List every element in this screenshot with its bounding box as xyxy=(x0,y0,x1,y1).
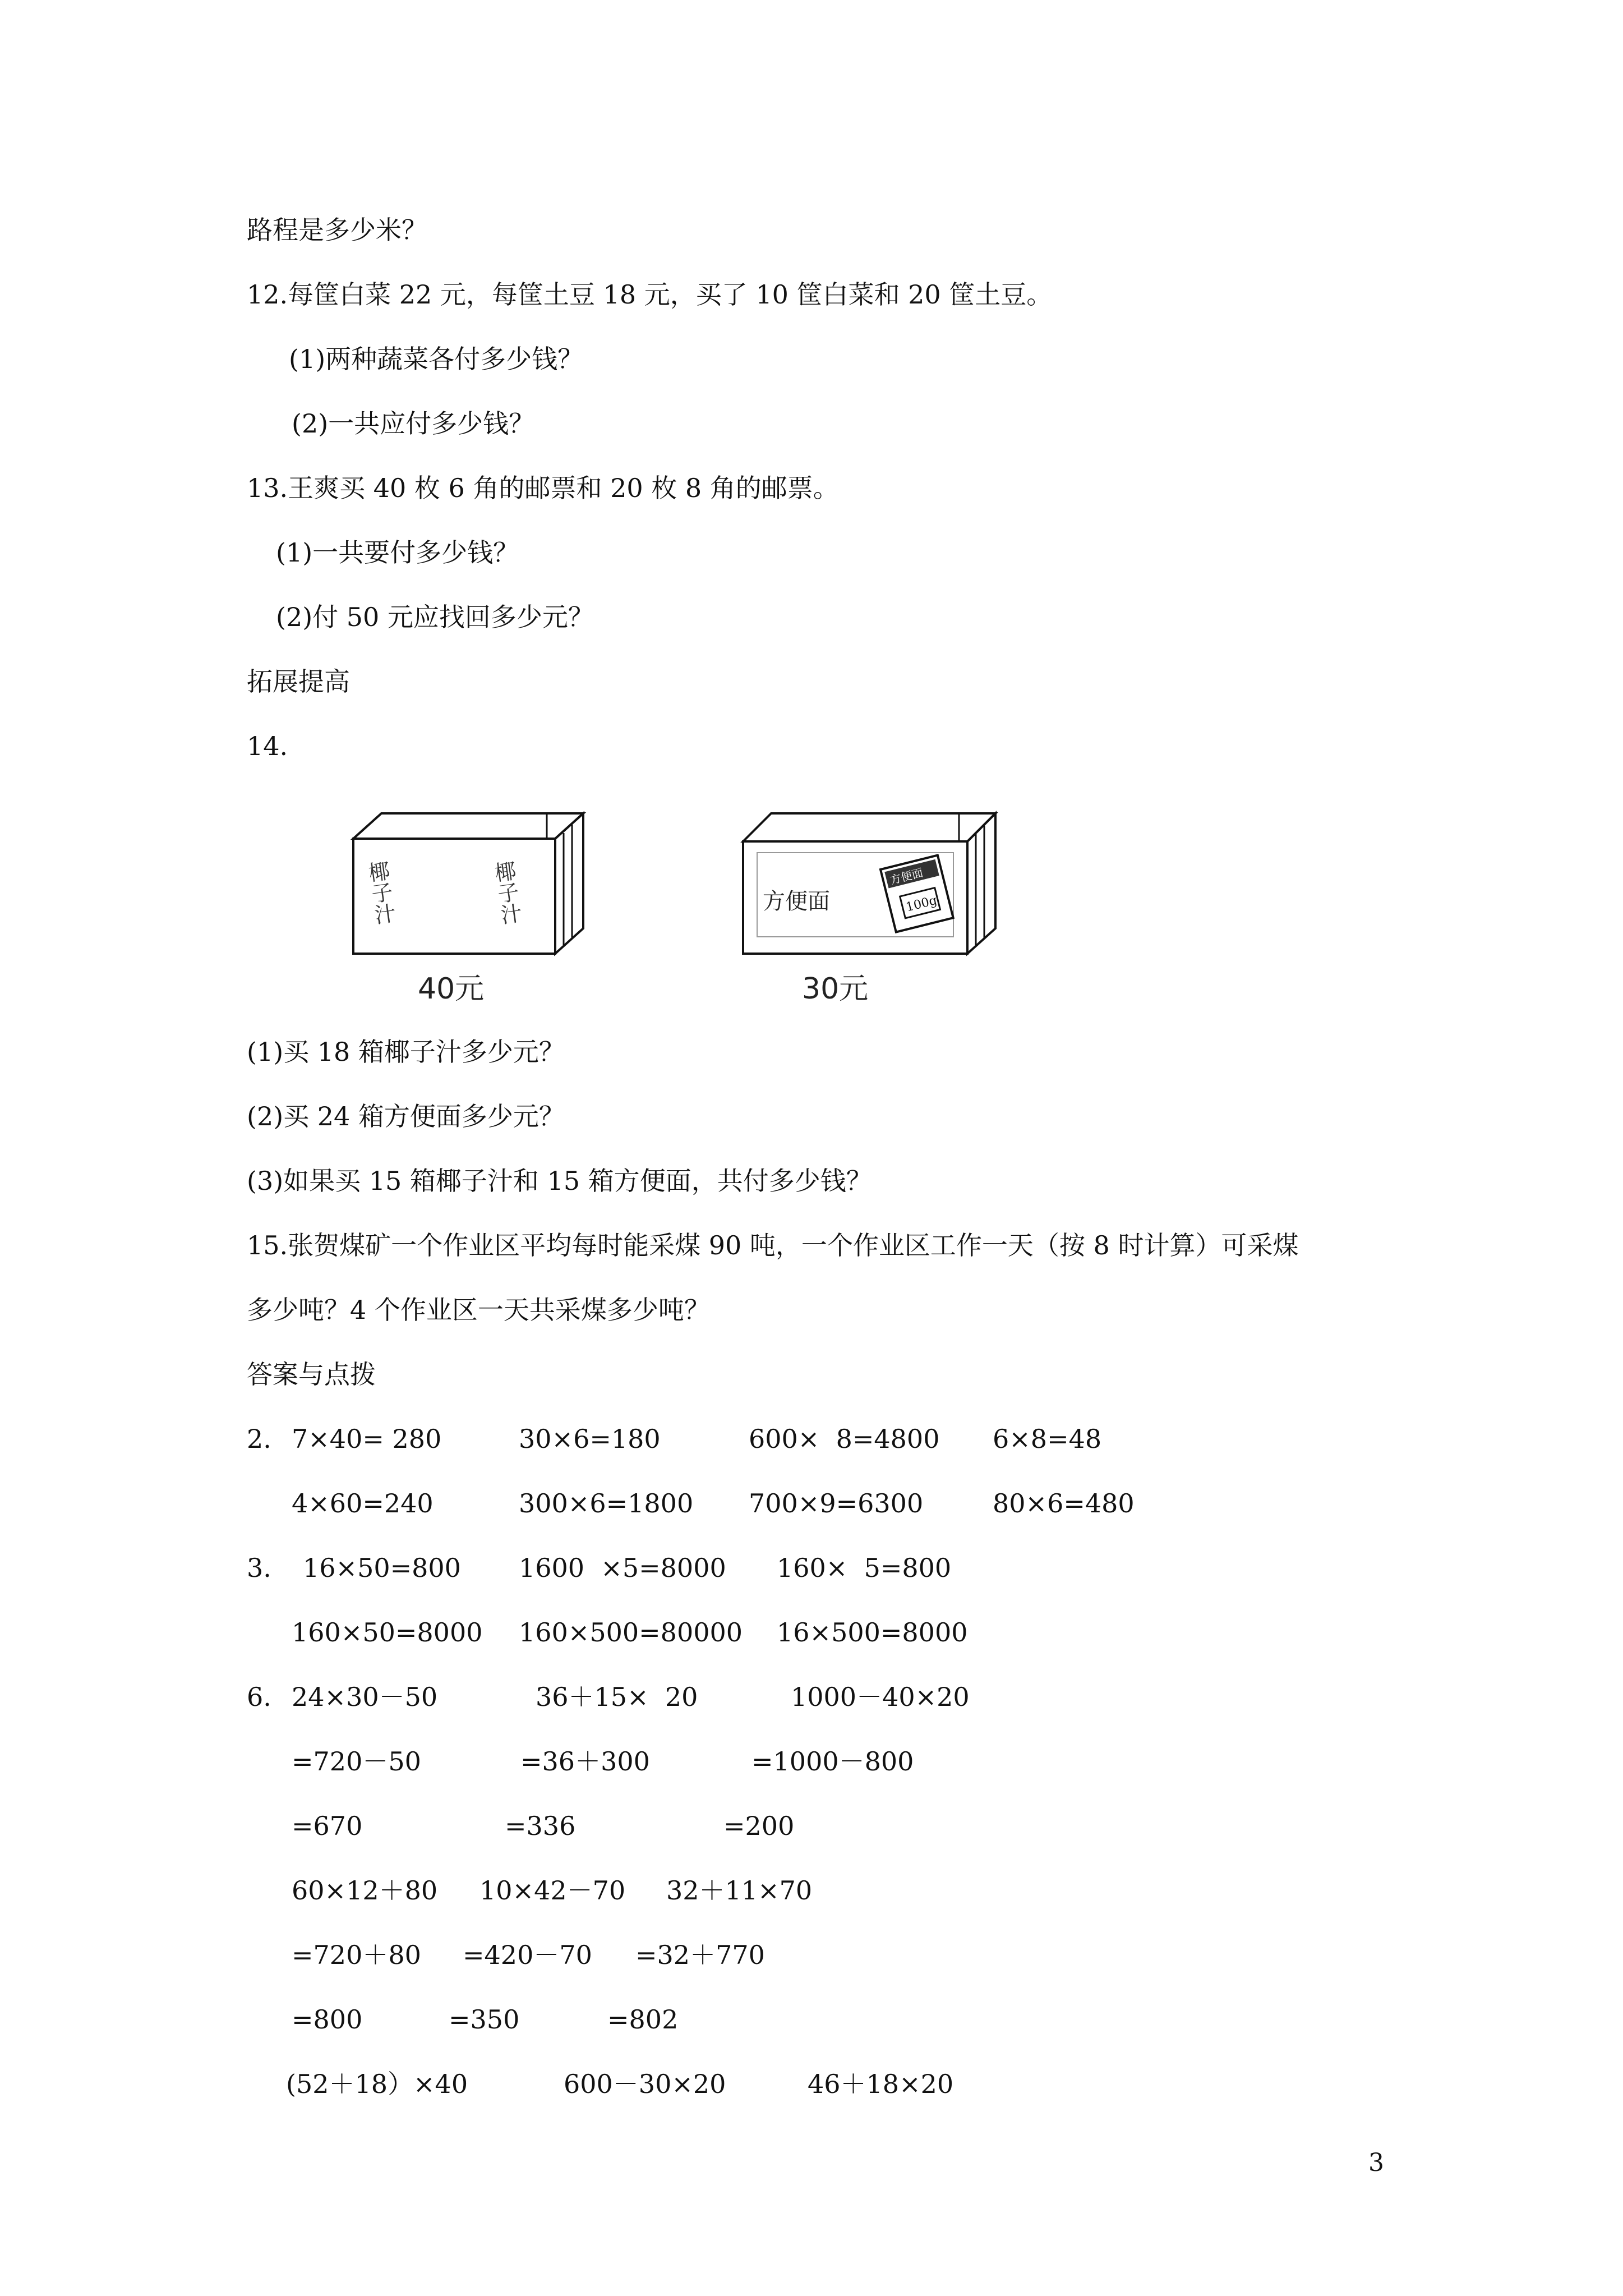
a2-cell: 6×8=48 xyxy=(993,1424,1102,1454)
page-number: 3 xyxy=(1368,2148,1384,2177)
a6-cell: 32＋11×70 xyxy=(666,1875,813,1906)
a6-cell: =1000－800 xyxy=(751,1746,914,1777)
q14-part2: (2)买 24 箱方便面多少元？ xyxy=(247,1101,565,1131)
a2-cell: 300×6=1800 xyxy=(519,1488,694,1519)
a6-cell: =350 xyxy=(449,2004,520,2035)
a2-cell: 7×40= 280 xyxy=(292,1424,442,1454)
q14-part3: (3)如果买 15 箱椰子汁和 15 箱方便面，共付多少钱？ xyxy=(247,1166,872,1196)
a3-cell: 160× 5=800 xyxy=(777,1553,952,1583)
a6-cell: 10×42－70 xyxy=(479,1875,626,1906)
q15-line1: 15.张贺煤矿一个作业区平均每时能采煤 90 吨，一个作业区工作一天（按 8 时计算）可采煤 xyxy=(247,1230,1299,1260)
answers-heading: 答案与点拨 xyxy=(247,1359,376,1389)
section-heading-extend: 拓展提高 xyxy=(247,666,350,697)
a6-cell: =36＋300 xyxy=(520,1746,650,1777)
box2-bag-text: 方便面 xyxy=(888,866,925,887)
box2-label: 方便面 xyxy=(763,889,830,914)
q12-stem: 12.每筐白菜 22 元，每筐土豆 18 元，买了 10 筐白菜和 20 筐土豆。 xyxy=(247,279,1053,310)
a3-cell: 160×500=80000 xyxy=(519,1617,743,1648)
a6-cell: =720＋80 xyxy=(292,1940,421,1970)
q11-tail: 路程是多少米？ xyxy=(247,215,427,245)
box1-label-left: 椰子汁 xyxy=(363,859,397,926)
a6-cell: =200 xyxy=(723,1811,795,1841)
a6-cell: =420－70 xyxy=(463,1940,592,1970)
q13-stem: 13.王爽买 40 枚 6 角的邮票和 20 枚 8 角的邮票。 xyxy=(247,473,839,503)
a6-cell: 24×30－50 xyxy=(292,1682,438,1712)
a2-cell: 600× 8=4800 xyxy=(749,1424,940,1454)
box1-label-right: 椰子汁 xyxy=(490,859,523,926)
a2-cell: 30×6=180 xyxy=(519,1424,661,1454)
a6-cell: =720－50 xyxy=(292,1746,421,1777)
a2-cell: 700×9=6300 xyxy=(749,1488,924,1519)
box1-price: 40元 xyxy=(418,972,485,1006)
a2-cell: 4×60=240 xyxy=(292,1488,434,1519)
a6-cell: 600－30×20 xyxy=(564,2069,726,2099)
a6-cell: =336 xyxy=(505,1811,576,1841)
q13-part1: (1)一共要付多少钱？ xyxy=(276,537,519,568)
a3-cell: 1600 ×5=8000 xyxy=(519,1553,726,1583)
box2-price: 30元 xyxy=(802,972,869,1006)
q14-part1: (1)买 18 箱椰子汁多少元？ xyxy=(247,1037,565,1067)
a6-cell: =32＋770 xyxy=(635,1940,765,1970)
q12-part1: (1)两种蔬菜各付多少钱？ xyxy=(289,344,584,374)
a6-cell: (52＋18）×40 xyxy=(286,2069,468,2099)
a6-cell: 36＋15× 20 xyxy=(536,1682,698,1712)
a6-cell: 46＋18×20 xyxy=(808,2069,954,2099)
q13-part2: (2)付 50 元应找回多少元？ xyxy=(276,602,594,632)
q12-part2: (2)一共应付多少钱？ xyxy=(292,408,535,439)
a2-cell: 80×6=480 xyxy=(993,1488,1135,1519)
a3-cell: 16×500=8000 xyxy=(777,1617,968,1648)
box2-bag-weight: 100g xyxy=(904,893,939,915)
a6-cell: =670 xyxy=(292,1811,363,1841)
a6-cell: 60×12＋80 xyxy=(292,1875,438,1906)
a3-number: 3. xyxy=(247,1553,271,1583)
noodle-bag-icon xyxy=(880,855,953,932)
a6-cell: 1000－40×20 xyxy=(791,1682,970,1712)
q15-line2: 多少吨？4 个作业区一天共采煤多少吨？ xyxy=(247,1295,710,1325)
q14-figure xyxy=(314,794,1026,1021)
a6-cell: =802 xyxy=(607,2004,679,2035)
a6-number: 6. xyxy=(247,1682,271,1712)
a2-number: 2. xyxy=(247,1424,271,1454)
instant-noodles-box xyxy=(743,813,995,954)
a3-cell: 16×50=800 xyxy=(303,1553,461,1583)
a3-cell: 160×50=8000 xyxy=(292,1617,483,1648)
q14-number: 14. xyxy=(247,731,288,761)
a6-cell: =800 xyxy=(292,2004,363,2035)
